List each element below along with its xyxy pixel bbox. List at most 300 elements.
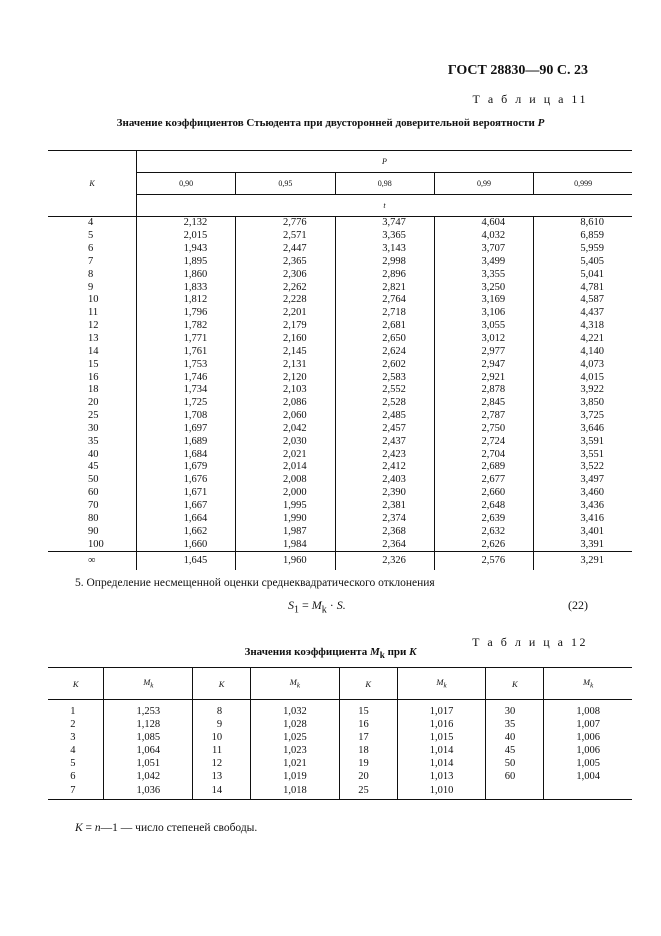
table-12-title-m: M (369, 646, 380, 658)
table-12-header-row (48, 668, 632, 700)
t-value-cell: 6,859 (580, 230, 604, 242)
t-value-cell: 2,650 (335, 333, 434, 346)
k-cell: 7 (48, 783, 104, 800)
t-value-cell: 3,401 (580, 525, 604, 537)
t-value-cell: 1,708 (137, 410, 236, 423)
p-value-header: 0,90 (137, 173, 236, 195)
t-value-cell: 1,671 (137, 487, 236, 500)
t-value-cell: 3,355 (434, 268, 533, 281)
table-row (48, 410, 632, 423)
formula-dot: · (326, 598, 337, 612)
t-value-cell: 4,318 (580, 320, 604, 332)
t-value-cell: 3,391 (580, 538, 604, 550)
k-cell: 11 (193, 745, 251, 758)
k-cell: 9 (48, 281, 137, 294)
t-value-cell: 2,787 (434, 410, 533, 423)
k-cell: 50 (486, 758, 544, 771)
t-value-cell: 2,365 (236, 256, 335, 269)
k-cell: 30 (486, 700, 544, 719)
t-value-cell: 1,689 (137, 435, 236, 448)
t-value-cell: 1,746 (137, 371, 236, 384)
t-value-cell: 2,639 (434, 512, 533, 525)
table-row (48, 307, 632, 320)
mk-coefficients-table (48, 667, 632, 800)
t-value-cell: 2,368 (335, 525, 434, 538)
t-value-cell: 2,060 (236, 410, 335, 423)
t-value-cell: 1,645 (137, 551, 236, 570)
k-cell: 9 (193, 719, 251, 732)
k-cell: 17 (339, 732, 397, 745)
t-value-cell: 2,602 (335, 358, 434, 371)
k-cell: 25 (48, 410, 137, 423)
t-value-cell: 3,460 (580, 487, 604, 499)
formula-s: S (288, 598, 294, 612)
table-12-label: Т а б л и ц а 12 (472, 635, 588, 649)
t-value-cell: 3,365 (335, 230, 434, 243)
t-value-cell: 1,697 (137, 423, 236, 436)
t-value-cell: 3,012 (434, 333, 533, 346)
t-value-cell: 2,776 (236, 217, 335, 230)
t-value-cell: 1,662 (137, 525, 236, 538)
mk-value-cell: 1,019 (251, 770, 340, 783)
t-value-cell: 2,571 (236, 230, 335, 243)
table-row (48, 320, 632, 333)
t-value-cell: 2,179 (236, 320, 335, 333)
mk-value-cell: 1,014 (397, 758, 486, 771)
mk-value-cell: 1,004 (576, 770, 600, 782)
k-cell: 12 (193, 758, 251, 771)
mk-header-sub: k (590, 681, 594, 690)
t-value-cell: 1,960 (236, 551, 335, 570)
t-value-cell: 4,140 (580, 345, 604, 357)
mk-value-cell: 1,253 (104, 700, 193, 719)
table-row (48, 745, 632, 758)
t-value-cell: 3,143 (335, 243, 434, 256)
mk-value-cell: 1,006 (576, 745, 600, 757)
mk-value-cell: 1,085 (104, 732, 193, 745)
k-column-header: K (48, 668, 104, 700)
t-value-cell: 3,436 (580, 499, 604, 511)
table-row (48, 281, 632, 294)
t-value-cell: 1,984 (236, 538, 335, 551)
mk-header-m: M (289, 677, 297, 688)
mk-value-cell: 1,014 (397, 745, 486, 758)
t-value-cell: 1,734 (137, 384, 236, 397)
table-row (48, 758, 632, 771)
mk-value-cell: 1,013 (397, 770, 486, 783)
mk-header-sub: k (296, 681, 301, 690)
table-row (48, 783, 632, 800)
k-cell: 3 (48, 732, 104, 745)
t-value-cell: 2,000 (236, 487, 335, 500)
t-value-cell: 2,583 (335, 371, 434, 384)
k-cell: 30 (48, 423, 137, 436)
table-row (48, 230, 632, 243)
k-cell: 18 (48, 384, 137, 397)
k-cell: 70 (48, 500, 137, 513)
mk-header-sub: k (443, 681, 447, 690)
k-cell (486, 783, 544, 800)
section-5-text: 5. Определение несмещенной оценки среднеквадратического отклонения (75, 577, 435, 589)
t-value-cell: 2,677 (434, 474, 533, 487)
k-cell: 35 (486, 719, 544, 732)
table-row (48, 474, 632, 487)
k-cell: 16 (339, 719, 397, 732)
table-12-title (0, 646, 661, 660)
table-row (48, 435, 632, 448)
t-value-cell: 2,626 (434, 538, 533, 551)
t-value-cell: 1,796 (137, 307, 236, 320)
t-value-cell: 4,437 (580, 307, 604, 319)
t-value-cell: 3,850 (580, 397, 604, 409)
table-row (48, 268, 632, 281)
t-value-cell: 2,660 (434, 487, 533, 500)
table-row (48, 538, 632, 551)
t-value-cell: 2,689 (434, 461, 533, 474)
k-cell: 20 (48, 397, 137, 410)
mk-value-cell: 1,025 (251, 732, 340, 745)
mk-column-header (104, 668, 193, 700)
footnote (75, 822, 257, 834)
t-value-cell: 2,364 (335, 538, 434, 551)
k-cell: 14 (193, 783, 251, 800)
k-cell: 6 (48, 770, 104, 783)
t-value-cell: 1,895 (137, 256, 236, 269)
k-cell: 45 (48, 461, 137, 474)
t-value-cell: 2,632 (434, 525, 533, 538)
mk-value-cell: 1,010 (397, 783, 486, 800)
table-row (48, 243, 632, 256)
table-row (48, 770, 632, 783)
k-cell: 40 (486, 732, 544, 745)
t-value-cell: 2,145 (236, 345, 335, 358)
t-value-cell: 1,990 (236, 512, 335, 525)
t-value-cell: 1,684 (137, 448, 236, 461)
k-cell: 7 (48, 256, 137, 269)
k-cell: 2 (48, 719, 104, 732)
mk-value-cell: 1,005 (576, 758, 600, 769)
formula-s-sub: 1 (294, 604, 299, 616)
t-value-cell: 2,648 (434, 500, 533, 513)
table-row (48, 358, 632, 371)
t-value-cell: 3,291 (534, 551, 632, 570)
formula-m: M (311, 598, 322, 612)
t-value-cell: 1,660 (137, 538, 236, 551)
k-cell: 45 (486, 745, 544, 758)
t-value-cell: 5,959 (580, 243, 604, 255)
table-row (48, 732, 632, 745)
table-row (48, 384, 632, 397)
t-value-cell: 2,132 (137, 217, 236, 230)
t-value-cell: 2,764 (335, 294, 434, 307)
k-column-header: K (486, 668, 544, 700)
t-value-cell: 2,014 (236, 461, 335, 474)
mk-value-cell: 1,021 (251, 758, 340, 771)
mk-column-header (251, 668, 340, 700)
table-row (48, 345, 632, 358)
mk-value-cell: 1,051 (104, 758, 193, 771)
table-11-title (0, 117, 661, 129)
table-12-title-sub: k (379, 650, 385, 661)
mk-value-cell: 1,028 (251, 719, 340, 732)
k-cell: 90 (48, 525, 137, 538)
t-value-cell: 3,707 (434, 243, 533, 256)
t-value-cell: 2,576 (434, 551, 533, 570)
k-cell: 20 (339, 770, 397, 783)
k-cell: 13 (48, 333, 137, 346)
table-row (48, 700, 632, 719)
note-k: K (75, 822, 83, 834)
t-value-cell: 3,747 (335, 217, 434, 230)
t-value-cell: 2,457 (335, 423, 434, 436)
mk-value-cell: 1,036 (104, 783, 193, 800)
t-value-cell: 2,750 (434, 423, 533, 436)
formula-s2: S. (336, 598, 346, 612)
t-value-cell: 2,528 (335, 397, 434, 410)
t-value-cell: 2,390 (335, 487, 434, 500)
t-value-cell: 3,499 (434, 256, 533, 269)
mk-value-cell: 1,006 (576, 732, 600, 744)
t-value-cell: 1,943 (137, 243, 236, 256)
t-value-cell: 1,676 (137, 474, 236, 487)
t-value-cell: 2,306 (236, 268, 335, 281)
t-value-cell: 1,812 (137, 294, 236, 307)
t-value-cell: 4,587 (580, 294, 604, 306)
k-cell: 10 (48, 294, 137, 307)
t-value-cell: 2,042 (236, 423, 335, 436)
t-value-cell: 2,262 (236, 281, 335, 294)
table-row (48, 423, 632, 436)
k-cell: 18 (339, 745, 397, 758)
table-12-title-suffix: при (387, 646, 407, 658)
table-row (48, 719, 632, 732)
t-value-cell: 1,995 (236, 500, 335, 513)
t-value-cell: 2,021 (236, 448, 335, 461)
t-value-cell: 3,725 (580, 410, 604, 422)
t-value-cell: 2,030 (236, 435, 335, 448)
k-cell: 4 (48, 745, 104, 758)
t-value-cell: 3,551 (580, 448, 604, 460)
table-12-title-prefix: Значения коэффициента (244, 646, 368, 658)
k-column-header: K (48, 151, 137, 217)
mk-column-header (544, 668, 632, 700)
t-value-cell: 2,947 (434, 358, 533, 371)
k-cell: 12 (48, 320, 137, 333)
t-value-cell: 3,646 (580, 422, 604, 434)
t-value-cell: 2,015 (137, 230, 236, 243)
note-n: n (94, 822, 101, 834)
t-value-cell: 3,922 (580, 384, 604, 396)
table-row (48, 294, 632, 307)
t-value-cell: 4,604 (434, 217, 533, 230)
t-value-cell: 2,228 (236, 294, 335, 307)
table-12-body (48, 700, 632, 800)
t-value-cell: 2,681 (335, 320, 434, 333)
t-value-cell: 1,725 (137, 397, 236, 410)
table-row (48, 371, 632, 384)
k-cell: 60 (48, 487, 137, 500)
t-value-cell: 1,782 (137, 320, 236, 333)
t-value-cell: 2,878 (434, 384, 533, 397)
p-header: P (137, 151, 633, 173)
table-row (48, 217, 632, 230)
student-coefficients-table (48, 150, 632, 570)
k-cell: 80 (48, 512, 137, 525)
infinity-row (48, 551, 632, 570)
t-header: t (137, 195, 633, 217)
equation-number: (22) (568, 598, 588, 612)
k-cell: 14 (48, 345, 137, 358)
mk-value-cell: 1,015 (397, 732, 486, 745)
k-cell: 25 (339, 783, 397, 800)
mk-value-cell: 1,023 (251, 745, 340, 758)
t-value-cell: 1,753 (137, 358, 236, 371)
k-cell: 50 (48, 474, 137, 487)
t-value-cell: 2,008 (236, 474, 335, 487)
mk-value-cell: 1,032 (251, 700, 340, 719)
mk-value-cell: 1,017 (397, 700, 486, 719)
t-value-cell: 2,412 (335, 461, 434, 474)
t-value-cell: 1,667 (137, 500, 236, 513)
k-column-header: K (339, 668, 397, 700)
table-11-label: Т а б л и ц а 11 (472, 92, 588, 106)
t-value-cell: 8,610 (580, 217, 604, 229)
formula-eq: = (299, 598, 312, 612)
t-value-cell: 2,704 (434, 448, 533, 461)
p-value-header: 0,999 (534, 173, 632, 195)
t-value-cell: 3,522 (580, 461, 604, 473)
t-value-cell: 3,591 (580, 435, 604, 447)
k-cell: 15 (339, 700, 397, 719)
t-value-cell: 4,073 (580, 358, 604, 370)
document-header: ГОСТ 28830—90 С. 23 (447, 63, 588, 78)
table-row (48, 512, 632, 525)
t-value-cell: 3,250 (434, 281, 533, 294)
k-cell: 100 (48, 538, 137, 551)
t-value-cell: 3,416 (580, 512, 604, 524)
t-value-cell: 2,086 (236, 397, 335, 410)
t-value-cell: 2,896 (335, 268, 434, 281)
mk-value-cell: 1,042 (104, 770, 193, 783)
t-value-cell: 5,041 (580, 268, 604, 280)
mk-column-header (397, 668, 486, 700)
k-cell: 13 (193, 770, 251, 783)
mk-header-m: M (583, 677, 591, 688)
t-value-cell: 2,423 (335, 448, 434, 461)
mk-header-m: M (143, 677, 151, 688)
mk-value-cell: 1,007 (576, 719, 600, 731)
t-value-cell: 2,977 (434, 345, 533, 358)
mk-value-cell (544, 783, 632, 800)
p-value-header: 0,99 (434, 173, 533, 195)
k-cell: 15 (48, 358, 137, 371)
k-cell: 16 (48, 371, 137, 384)
k-cell: 60 (486, 770, 544, 783)
table-row (48, 461, 632, 474)
t-value-cell: 3,106 (434, 307, 533, 320)
p-value-header: 0,95 (236, 173, 335, 195)
k-cell: 40 (48, 448, 137, 461)
t-value-cell: 2,624 (335, 345, 434, 358)
formula-m-sub: k (321, 604, 327, 616)
t-value-cell: 3,497 (580, 474, 604, 486)
t-value-cell: 3,169 (434, 294, 533, 307)
table-row (48, 333, 632, 346)
k-cell: 35 (48, 435, 137, 448)
t-value-cell: 2,374 (335, 512, 434, 525)
note-rest: —1 — число степеней свободы. (100, 822, 258, 834)
table-row (48, 256, 632, 269)
t-value-cell: 2,160 (236, 333, 335, 346)
t-value-cell: 2,821 (335, 281, 434, 294)
k-cell: 8 (193, 700, 251, 719)
t-value-cell: 2,131 (236, 358, 335, 371)
k-cell: 19 (339, 758, 397, 771)
k-cell: 5 (48, 758, 104, 771)
t-value-cell: 2,381 (335, 500, 434, 513)
t-value-cell: 5,405 (580, 255, 604, 267)
t-value-cell: 1,860 (137, 268, 236, 281)
mk-header-m: M (436, 677, 444, 688)
t-value-cell: 2,718 (335, 307, 434, 320)
k-cell: 1 (48, 700, 104, 719)
p-values-row (48, 173, 632, 195)
t-value-cell: 4,032 (434, 230, 533, 243)
mk-value-cell: 1,128 (104, 719, 193, 732)
t-value-cell: 1,833 (137, 281, 236, 294)
k-cell: 6 (48, 243, 137, 256)
table-11-title-text: Значение коэффициентов Стьюдента при двусторонней доверительной вероятности (116, 117, 535, 129)
mk-value-cell: 1,018 (251, 783, 340, 800)
mk-value-cell: 1,064 (104, 745, 193, 758)
t-value-cell: 2,103 (236, 384, 335, 397)
k-cell: 4 (48, 217, 137, 230)
table-row (48, 397, 632, 410)
p-value-header: 0,98 (335, 173, 434, 195)
k-cell: 11 (48, 307, 137, 320)
t-value-cell: 1,679 (137, 461, 236, 474)
mk-value-cell: 1,016 (397, 719, 486, 732)
table-12-title-k: K (409, 646, 417, 658)
table-row (48, 500, 632, 513)
t-value-cell: 2,845 (434, 397, 533, 410)
k-column-header: K (193, 668, 251, 700)
k-cell: 10 (193, 732, 251, 745)
t-value-cell: 2,447 (236, 243, 335, 256)
t-value-cell: 1,987 (236, 525, 335, 538)
t-value-cell: 1,771 (137, 333, 236, 346)
table-11-title-var: P (537, 117, 545, 129)
table-row (48, 487, 632, 500)
t-value-cell: 2,921 (434, 371, 533, 384)
t-value-cell: 4,781 (580, 281, 604, 293)
t-value-cell: 2,201 (236, 307, 335, 320)
table-row (48, 448, 632, 461)
k-cell: 8 (48, 268, 137, 281)
t-value-cell: 2,437 (335, 435, 434, 448)
t-value-cell: 4,015 (580, 371, 604, 383)
t-value-cell: 2,552 (335, 384, 434, 397)
t-value-cell: 2,485 (335, 410, 434, 423)
note-eq: = (82, 822, 95, 834)
t-value-cell: 2,120 (236, 371, 335, 384)
mk-value-cell: 1,008 (576, 706, 600, 718)
k-cell: 5 (48, 230, 137, 243)
mk-header-sub: k (150, 681, 154, 690)
table-row (48, 525, 632, 538)
formula-22 (288, 598, 346, 615)
t-value-cell: 1,664 (137, 512, 236, 525)
